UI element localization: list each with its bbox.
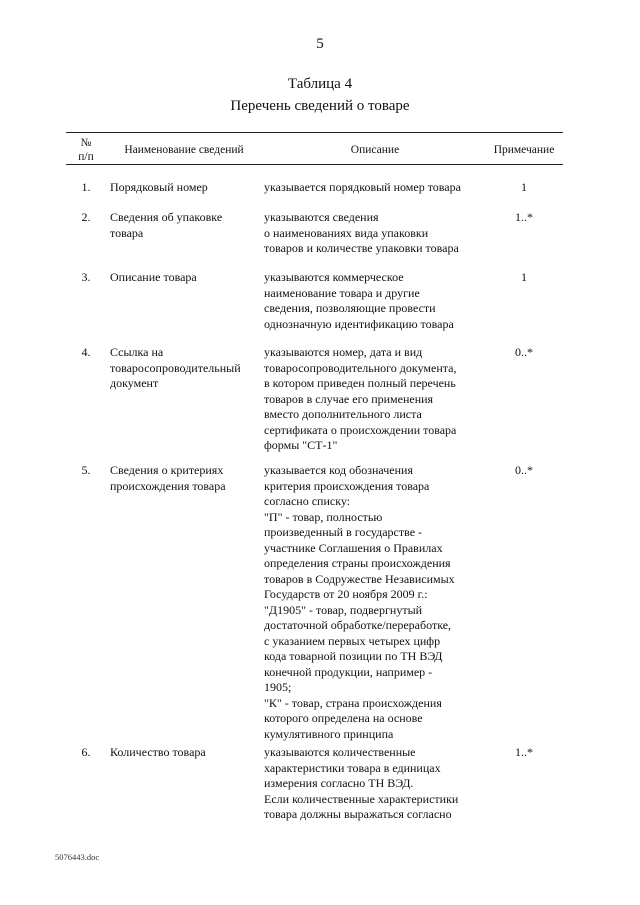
row-description-line: формы "СТ-1" xyxy=(264,438,338,452)
row-description-line: о наименованиях вида упаковки xyxy=(264,225,429,240)
row-description-line: наименование товара и другие xyxy=(264,285,420,300)
table-top-rule xyxy=(66,132,563,133)
row-description-line: характеристики товара в единицах xyxy=(264,760,441,775)
row-description-line: товаров в Содружестве Независимых xyxy=(264,571,455,586)
row-description-line: указываются номер, дата и вид xyxy=(264,345,423,359)
table-header-rule xyxy=(66,164,563,165)
row-description-line: достаточной обработке/переработке, xyxy=(264,618,452,632)
header-number-symbol: № xyxy=(80,137,92,149)
row-name-line: Сведения о критериях xyxy=(110,463,224,477)
row-description-line: товаросопроводительного документа, xyxy=(264,360,457,375)
row-name-line: Количество товара xyxy=(110,745,206,759)
row-number: 6. xyxy=(81,745,91,759)
row-description-line: с указанием первых четырех цифр xyxy=(264,633,441,648)
row-number: 5. xyxy=(81,463,91,477)
row-description-line: "П" - товар, полностью xyxy=(264,509,383,524)
row-description-line: Если количественные характеристики xyxy=(264,791,459,806)
row-name-line: Ссылка на xyxy=(110,345,164,359)
table-title: Таблица 4 xyxy=(287,76,353,92)
header-name: Наименование сведений xyxy=(124,144,244,156)
row-description xyxy=(264,745,486,823)
row-number: 3. xyxy=(81,270,91,284)
row-name-line: товара xyxy=(110,225,144,240)
row-description-line: определения страны происхождения xyxy=(264,556,451,570)
row-description-line: сертификата о происхождении товара xyxy=(264,422,457,437)
row-description xyxy=(264,270,486,332)
row-description-line: указываются сведения xyxy=(264,210,379,224)
row-name-line: документ xyxy=(110,376,159,390)
row-name-line: Порядковый номер xyxy=(110,180,208,194)
row-description xyxy=(264,463,486,742)
row-name xyxy=(110,270,258,286)
row-name-line: Описание товара xyxy=(110,270,197,284)
row-note: 1..* xyxy=(515,210,533,224)
row-description-line: согласно списку: xyxy=(264,494,351,508)
row-note: 1..* xyxy=(515,745,533,759)
table-caption: Перечень сведений о товаре xyxy=(230,98,410,114)
row-name xyxy=(110,210,258,241)
row-description-line: 1905; xyxy=(264,680,292,694)
row-name-line: Сведения об упаковке xyxy=(110,210,223,224)
row-number: 1. xyxy=(81,180,91,194)
row-number: 2. xyxy=(81,210,91,224)
row-description-line: указываются коммерческое xyxy=(264,270,404,284)
row-description-line: указывается код обозначения xyxy=(264,463,413,477)
row-name xyxy=(110,463,258,494)
row-description-line: произведенный в государстве - xyxy=(264,525,423,539)
row-description-line: участнике Соглашения о Правилах xyxy=(264,540,443,555)
row-description-line: товаров и количестве упаковки товара xyxy=(264,241,459,255)
row-description-line: вместо дополнительного листа xyxy=(264,407,422,421)
row-name xyxy=(110,345,258,392)
row-name xyxy=(110,180,258,196)
row-description-line: Государств от 20 ноября 2009 г.: xyxy=(264,587,428,601)
row-description-line: указываются количественные xyxy=(264,745,416,759)
row-note: 1 xyxy=(521,180,527,194)
row-note: 1 xyxy=(521,270,527,284)
row-description-line: критерия происхождения товара xyxy=(264,478,430,493)
page-number: 5 xyxy=(316,36,324,52)
row-note: 0..* xyxy=(515,345,533,359)
row-description-line: "К" - товар, страна происхождения xyxy=(264,695,442,710)
row-description-line: товаров в случае его применения xyxy=(264,391,434,406)
row-description xyxy=(264,180,486,196)
row-description-line: однозначную идентификацию товара xyxy=(264,316,454,331)
row-description xyxy=(264,345,486,454)
row-name-line: товаросопроводительный xyxy=(110,360,241,375)
row-description-line: в котором приведен полный перечень xyxy=(264,376,456,390)
header-description: Описание xyxy=(350,144,400,156)
row-name xyxy=(110,745,258,761)
row-description-line: сведения, позволяющие провести xyxy=(264,301,436,315)
row-description-line: кода товарной позиции по ТН ВЭД xyxy=(264,649,443,663)
row-description-line: измерения согласно ТН ВЭД. xyxy=(264,776,414,790)
row-description-line: конечной продукции, например - xyxy=(264,664,433,679)
row-description-line: "Д1905" - товар, подвергнутый xyxy=(264,602,423,617)
row-description-line: товара должны выражаться согласно xyxy=(264,807,452,821)
row-description xyxy=(264,210,486,257)
row-note: 0..* xyxy=(515,463,533,477)
row-description-line: кумулятивного принципа xyxy=(264,726,394,741)
header-number xyxy=(66,136,106,164)
row-description-line: которого определена на основе xyxy=(264,711,423,725)
row-name-line: происхождения товара xyxy=(110,478,226,493)
row-description-line: указывается порядковый номер товара xyxy=(264,180,461,194)
header-note: Примечание xyxy=(493,144,555,156)
footer-filename: 5076443.doc xyxy=(55,852,100,862)
row-number: 4. xyxy=(81,345,91,359)
header-number-abbr: п/п xyxy=(78,151,94,163)
